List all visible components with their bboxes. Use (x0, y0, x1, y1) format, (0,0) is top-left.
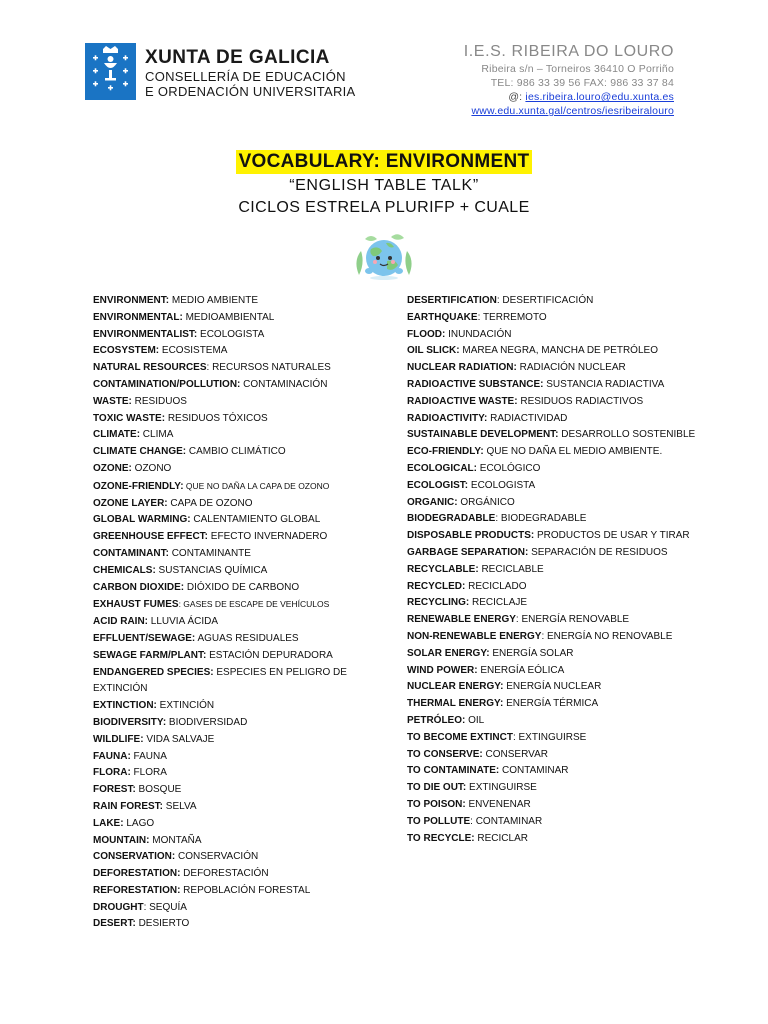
vocab-entry (407, 579, 697, 596)
vocab-entry (407, 444, 697, 461)
org-department-2: E ORDENACIÓN UNIVERSITARIA (145, 84, 356, 99)
vocab-entry (93, 596, 383, 614)
vocab-translation: RADIACIÓN NUCLEAR (516, 362, 626, 374)
vocab-term: TO CONSERVE: (407, 748, 483, 760)
vocab-translation: : CONTAMINAR (470, 815, 543, 827)
vocab-translation: OIL (465, 714, 485, 726)
vocab-translation: BOSQUE (135, 784, 182, 796)
vocab-term: SUSTAINABLE DEVELOPMENT: (407, 429, 559, 441)
vocab-entry (407, 427, 697, 444)
vocab-entry (407, 310, 697, 327)
vocab-term: THERMAL ENERGY: (407, 698, 504, 710)
vocab-entry (407, 511, 697, 528)
vocab-term: GREENHOUSE EFFECT: (93, 531, 209, 543)
vocab-entry (407, 595, 697, 612)
vocab-translation: BIODIVERSIDAD (166, 716, 248, 728)
vocab-translation: ENERGÍA NUCLEAR (503, 681, 602, 693)
vocab-entry (93, 394, 383, 411)
vocab-term: NUCLEAR RADIATION: (407, 362, 517, 374)
vocab-entry (407, 528, 697, 545)
vocab-term: ENVIRONMENTALIST: (93, 328, 198, 340)
vocab-entry (407, 747, 697, 764)
vocab-column-left (93, 293, 383, 933)
vocab-term: PETRÓLEO: (407, 714, 466, 726)
vocab-term: ACID RAIN: (93, 616, 148, 628)
vocab-term: TO POISON: (407, 798, 466, 810)
vocab-translation: LAGO (123, 817, 155, 829)
vocab-term: CLIMATE CHANGE: (93, 446, 187, 458)
vocab-entry (407, 780, 697, 797)
vocab-translation: ECOLOGISTA (468, 479, 536, 491)
vocab-translation: INUNDACIÓN (445, 328, 512, 340)
vocab-entry (407, 327, 697, 344)
vocab-entry (407, 562, 697, 579)
vocab-entry (93, 343, 383, 360)
vocab-translation: : DESERTIFICACIÓN (496, 295, 594, 306)
vocab-term: EARTHQUAKE (407, 311, 478, 323)
vocab-translation: DEFORESTACIÓN (180, 868, 269, 880)
vocab-term: FOREST: (93, 784, 136, 796)
vocab-term: FAUNA: (93, 750, 131, 762)
vocab-translation: RADIACTIVIDAD (487, 412, 568, 424)
vocab-translation: EXTINGUIRSE (466, 782, 537, 794)
vocab-translation: RECICLABLE (478, 563, 544, 575)
vocab-term: SEWAGE FARM/PLANT: (93, 649, 207, 661)
vocab-term: ECOSYSTEM: (93, 345, 160, 357)
vocab-entry (93, 883, 383, 900)
vocab-term: MOUNTAIN: (93, 834, 150, 846)
vocab-term: ENVIRONMENT: (93, 295, 170, 306)
vocab-translation: SEPARACIÓN DE RESIDUOS (528, 546, 668, 558)
vocab-translation: FLORA (130, 767, 167, 779)
vocab-term: WASTE: (93, 395, 132, 407)
vocab-entry (93, 580, 383, 597)
vocab-translation: ENVENENAR (465, 798, 531, 810)
vocab-term: TO BECOME EXTINCT (407, 731, 513, 743)
vocab-term: ORGANIC: (407, 496, 458, 508)
vocab-term: BIODEGRADABLE (407, 513, 496, 525)
school-name: I.E.S. RIBEIRA DO LOURO (463, 43, 674, 60)
vocab-translation: CAPA DE OZONO (167, 497, 253, 509)
vocab-entry (93, 698, 383, 715)
vocab-column-right (407, 293, 697, 847)
vocab-entry (407, 394, 697, 411)
org-name: XUNTA DE GALICIA (145, 47, 330, 68)
vocab-entry (93, 461, 383, 478)
vocab-translation: DESARROLLO SOSTENIBLE (558, 429, 696, 441)
vocab-translation: FAUNA (130, 750, 167, 762)
vocab-translation: RECICLAJE (469, 597, 528, 609)
vocab-entry (407, 814, 697, 831)
vocab-term: OZONE-FRIENDLY: (93, 480, 184, 492)
vocab-entry (407, 545, 697, 562)
vocab-translation: ESTACIÓN DEPURADORA (206, 649, 333, 661)
vocab-entry (407, 411, 697, 428)
vocab-entry (93, 833, 383, 850)
vocab-entry (407, 495, 697, 512)
vocab-translation: VIDA SALVAJE (143, 733, 215, 745)
vocab-term: LAKE: (93, 817, 124, 829)
vocab-translation: CAMBIO CLIMÁTICO (186, 446, 286, 458)
vocab-term: NON-RENEWABLE ENERGY (407, 630, 542, 642)
vocab-translation: EFECTO INVERNADERO (208, 531, 328, 543)
vocab-translation: SELVA (163, 800, 197, 812)
vocab-term: RADIOACTIVE WASTE: (407, 395, 518, 407)
vocab-entry (93, 799, 383, 816)
vocab-entry (407, 612, 697, 629)
vocab-term: WILDLIFE: (93, 733, 144, 745)
xunta-logo-icon (85, 43, 136, 100)
vocab-translation: ENERGÍA TÉRMICA (503, 698, 599, 710)
vocab-translation: RESIDUOS RADIACTIVOS (517, 395, 644, 407)
vocab-term: CONTAMINATION/POLLUTION: (93, 378, 241, 390)
vocab-entry (93, 563, 383, 580)
vocab-term: ENVIRONMENTAL: (93, 311, 183, 323)
vocab-term: RECYCLING: (407, 597, 470, 609)
vocab-entry (93, 293, 383, 310)
vocab-entry (93, 900, 383, 917)
vocab-term: NATURAL RESOURCES (93, 362, 207, 374)
vocab-translation: LLUVIA ÁCIDA (148, 616, 219, 628)
vocab-term: SOLAR ENERGY: (407, 647, 490, 659)
vocab-term: TO DIE OUT: (407, 782, 467, 794)
org-department: CONSELLERÍA DE EDUCACIÓN (145, 69, 346, 84)
vocab-term: CONSERVATION: (93, 851, 176, 863)
vocab-term: GLOBAL WARMING: (93, 514, 191, 526)
vocab-term: ENDANGERED SPECIES: (93, 666, 214, 678)
vocab-entry (93, 529, 383, 546)
vocab-term: BIODIVERSITY: (93, 716, 167, 728)
school-address: Ribeira s/n – Torneiros 36410 O Porriño (481, 63, 674, 75)
vocab-entry (93, 648, 383, 665)
vocab-translation: CONTAMINACIÓN (240, 378, 328, 390)
vocab-translation: RECICLAR (474, 832, 528, 844)
vocab-entry (93, 496, 383, 513)
vocab-translation: QUE NO DAÑA LA CAPA DE OZONO (183, 480, 330, 491)
vocab-entry (93, 478, 383, 496)
vocab-term: REFORESTATION: (93, 884, 181, 896)
vocab-translation: : TERREMOTO (477, 311, 547, 323)
vocab-term: TO POLLUTE (407, 815, 471, 827)
vocab-entry (93, 427, 383, 444)
course-name: CICLOS ESTRELA PLURIFP + CUALE (238, 199, 530, 216)
vocab-entry (93, 782, 383, 799)
vocab-term: DROUGHT (93, 901, 144, 913)
vocab-term: RAIN FOREST: (93, 800, 163, 812)
vocab-term: DISPOSABLE PRODUCTS: (407, 530, 535, 542)
vocab-translation: REPOBLACIÓN FORESTAL (180, 884, 311, 896)
vocab-term: OZONE LAYER: (93, 497, 168, 509)
vocab-translation: SUSTANCIAS QUÍMICA (155, 564, 268, 576)
vocab-translation: OZONO (131, 462, 172, 474)
school-website-link[interactable]: www.edu.xunta.gal/centros/iesribeiralouro (471, 105, 674, 117)
vocab-term: RADIOACTIVITY: (407, 412, 488, 424)
vocab-translation: ORGÁNICO (457, 496, 515, 508)
vocab-entry (93, 327, 383, 344)
vocab-entry (407, 461, 697, 478)
vocab-term: EXTINCTION: (93, 700, 157, 712)
vocab-entry (93, 310, 383, 327)
vocab-entry (407, 713, 697, 730)
vocab-entry (407, 663, 697, 680)
vocab-entry (407, 629, 697, 646)
vocab-entry (407, 646, 697, 663)
vocab-entry (407, 478, 697, 495)
vocab-entry (93, 631, 383, 648)
vocab-entry (93, 665, 383, 699)
vocab-term: CHEMICALS: (93, 564, 156, 576)
vocab-translation: RECICLADO (465, 580, 527, 592)
school-block (464, 42, 674, 118)
vocab-translation: QUE NO DAÑA EL MEDIO AMBIENTE. (483, 446, 663, 458)
earth-illustration-icon (351, 231, 417, 288)
vocab-translation: ECOSISTEMA (159, 345, 228, 357)
vocab-translation: CALENTAMIENTO GLOBAL (190, 514, 321, 526)
vocab-translation: EXTINCIÓN (156, 700, 215, 712)
vocab-entry (407, 360, 697, 377)
vocab-translation: SUSTANCIA RADIACTIVA (543, 378, 665, 390)
vocab-translation: DIÓXIDO DE CARBONO (184, 581, 300, 593)
vocab-translation: : RECURSOS NATURALES (206, 362, 331, 374)
vocab-entry (93, 849, 383, 866)
vocab-term: ECOLOGICAL: (407, 462, 477, 474)
vocab-entry (93, 866, 383, 883)
vocab-term: RECYCLED: (407, 580, 466, 592)
vocab-translation: DESIERTO (135, 918, 190, 930)
vocab-term: RENEWABLE ENERGY (407, 614, 516, 626)
vocab-translation: ECOLÓGICO (477, 462, 541, 474)
vocab-translation: ENERGÍA SOLAR (489, 647, 574, 659)
vocab-term: CARBON DIOXIDE: (93, 581, 185, 593)
vocab-entry (407, 343, 697, 360)
vocab-term: EFFLUENT/SEWAGE: (93, 632, 196, 644)
page-title: VOCABULARY: ENVIRONMENT (236, 150, 533, 174)
vocab-term: CONTAMINANT: (93, 547, 169, 559)
vocab-translation: CONSERVACIÓN (175, 851, 259, 863)
vocab-entry (93, 411, 383, 428)
vocab-term: TOXIC WASTE: (93, 412, 166, 424)
vocab-entry (407, 696, 697, 713)
vocab-entry (93, 614, 383, 631)
vocab-translation: : ENERGÍA NO RENOVABLE (541, 630, 673, 642)
vocab-entry (93, 377, 383, 394)
vocab-translation: CONTAMINAR (499, 765, 569, 777)
vocab-term: OZONE: (93, 462, 132, 474)
vocab-term: ECO-FRIENDLY: (407, 446, 484, 458)
vocab-term: TO RECYCLE: (407, 832, 475, 844)
vocab-translation: CONTAMINANTE (168, 547, 251, 559)
school-email-link[interactable]: ies.ribeira.louro@edu.xunta.es (525, 91, 674, 103)
vocab-entry (407, 679, 697, 696)
vocab-translation: MONTAÑA (149, 834, 202, 846)
vocab-term: DESERT: (93, 918, 136, 930)
vocab-translation: : GASES DE ESCAPE DE VEHÍCULOS (178, 599, 330, 610)
vocab-translation: CLIMA (140, 429, 174, 441)
vocab-entry (407, 293, 697, 310)
vocab-translation: RESIDUOS (131, 395, 187, 407)
vocab-entry (93, 765, 383, 782)
vocab-entry (407, 377, 697, 394)
vocab-translation: : SEQUÍA (143, 901, 187, 913)
title-block (0, 150, 768, 218)
vocab-entry (93, 360, 383, 377)
vocab-entry (93, 715, 383, 732)
school-phone: TEL: 986 33 39 56 FAX: 986 33 37 84 (490, 77, 674, 89)
vocab-term: RECYCLABLE: (407, 563, 479, 575)
vocab-term: FLOOD: (407, 328, 446, 340)
vocab-translation: ENERGÍA EÓLICA (477, 664, 565, 676)
vocab-entry (93, 512, 383, 529)
vocab-term: FLORA: (93, 767, 131, 779)
school-website-row (464, 104, 674, 118)
vocab-term: OIL SLICK: (407, 345, 460, 357)
vocab-term: TO CONTAMINATE: (407, 765, 500, 777)
vocab-term: NUCLEAR ENERGY: (407, 681, 504, 693)
vocab-term: GARBAGE SEPARATION: (407, 546, 529, 558)
vocab-translation: MEDIOAMBIENTAL (182, 311, 275, 323)
vocab-translation: AGUAS RESIDUALES (195, 632, 299, 644)
vocab-entry (93, 916, 383, 933)
vocab-entry (93, 816, 383, 833)
vocab-term: DEFORESTATION: (93, 868, 181, 880)
email-prefix: @: (508, 91, 523, 103)
vocab-term: ECOLOGIST: (407, 479, 469, 491)
vocab-translation: : BIODEGRADABLE (495, 513, 587, 525)
vocab-entry (93, 546, 383, 563)
vocab-entry (407, 831, 697, 848)
vocab-translation: : EXTINGUIRSE (512, 731, 587, 743)
org-block (145, 47, 356, 99)
vocab-translation: ECOLOGISTA (197, 328, 265, 340)
vocab-term: DESERTIFICATION (407, 295, 497, 306)
vocab-entry (407, 797, 697, 814)
vocab-translation: : ENERGÍA RENOVABLE (515, 614, 630, 626)
vocab-entry (407, 730, 697, 747)
vocab-term: WIND POWER: (407, 664, 478, 676)
vocab-translation: PRODUCTOS DE USAR Y TIRAR (534, 530, 690, 542)
vocab-translation: MAREA NEGRA, MANCHA DE PETRÓLEO (459, 345, 658, 357)
page-subtitle: “ENGLISH TABLE TALK” (289, 177, 479, 194)
vocab-translation: MEDIO AMBIENTE (169, 295, 259, 306)
vocab-term: RADIOACTIVE SUBSTANCE: (407, 378, 544, 390)
vocab-translation: ESPECIES EN PELIGRO DE EXTINCIÓN (93, 666, 347, 695)
vocab-translation: RESIDUOS TÓXICOS (165, 412, 268, 424)
vocab-translation: CONSERVAR (482, 748, 548, 760)
vocab-entry (93, 732, 383, 749)
school-email-row (464, 90, 674, 104)
vocab-term: EXHAUST FUMES (93, 599, 179, 611)
vocab-entry (93, 444, 383, 461)
vocab-entry (93, 749, 383, 766)
vocab-term: CLIMATE: (93, 429, 141, 441)
vocab-entry (407, 763, 697, 780)
